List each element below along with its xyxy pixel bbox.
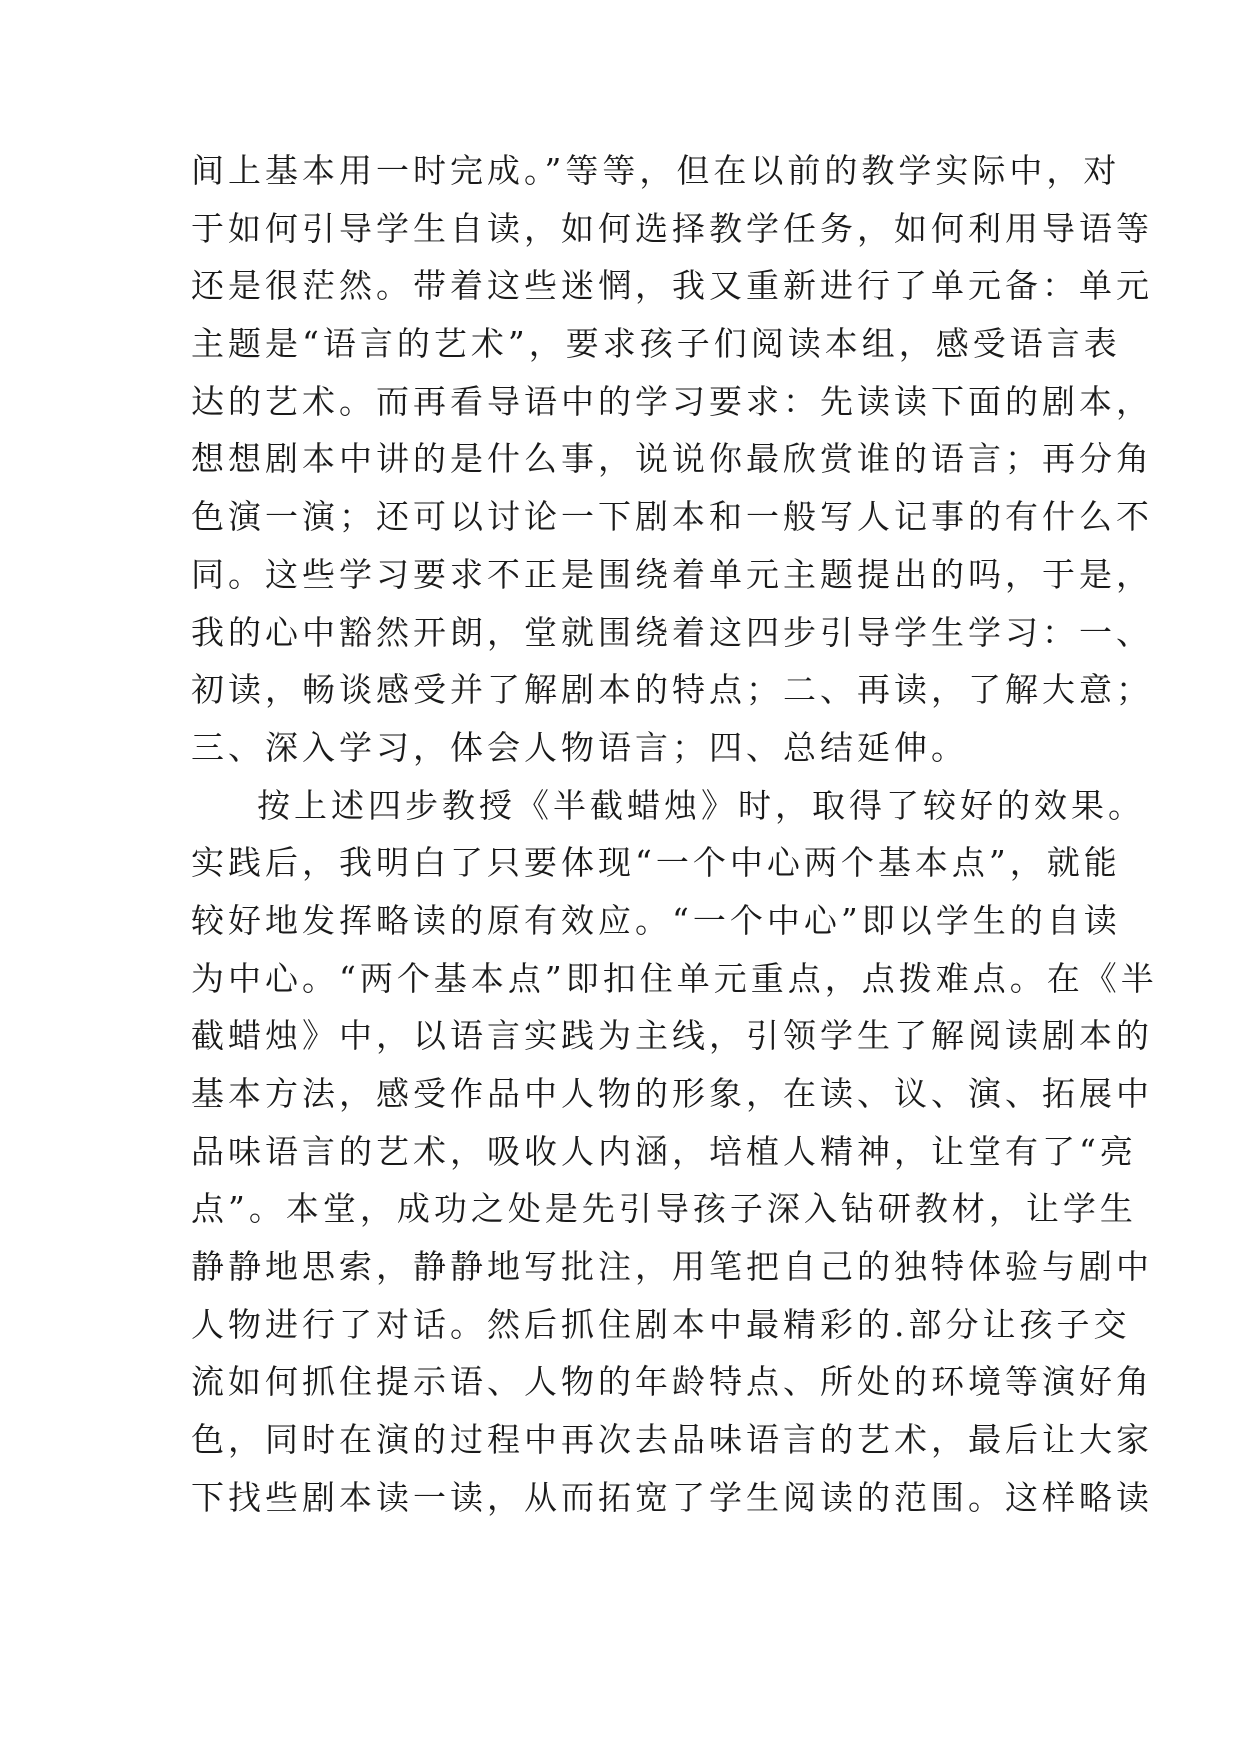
text-line: 同。这些学习要求不正是围绕着单元主题提出的吗，于是，: [191, 554, 1153, 594]
text-line: 还是很茫然。带着这些迷惘，我又重新进行了单元备：单元: [191, 266, 1153, 306]
paragraph-first-line: 按上述四步教授《半截蜡烛》时，取得了较好的效果。: [257, 785, 1145, 825]
text-line: 下找些剧本读一读，从而拓宽了学生阅读的范围。这样略读: [191, 1477, 1153, 1517]
text-line: 三、深入学习，体会人物语言；四、总结延伸。: [191, 727, 968, 767]
text-line: 静静地思索，静静地写批注，用笔把自己的独特体验与剧中: [191, 1247, 1153, 1287]
body-text: [191, 142, 1158, 1527]
text-line: 流如何抓住提示语、人物的年龄特点、所处的环境等演好角: [191, 1362, 1153, 1402]
text-line: 品味语言的艺术，吸收人内涵，培植人精神，让堂有了“亮: [191, 1131, 1137, 1171]
text-line: 达的艺术。而再看导语中的学习要求：先读读下面的剧本，: [191, 381, 1153, 421]
text-line: 初读，畅谈感受并了解剧本的特点；二、再读，了解大意；: [191, 670, 1153, 710]
text-line: 想想剧本中讲的是什么事，说说你最欣赏谁的语言；再分角: [191, 439, 1153, 479]
text-line: 点”。本堂，成功之处是先引导孩子深入钻研教材，让学生: [191, 1189, 1137, 1229]
text-line: 较好地发挥略读的原有效应。“一个中心”即以学生的自读: [191, 900, 1121, 940]
text-line: 色演一演；还可以讨论一下剧本和一般写人记事的有什么不: [191, 497, 1153, 537]
text-line: 截蜡烛》中，以语言实践为主线，引领学生了解阅读剧本的: [191, 1016, 1153, 1056]
text-line: 人物进行了对话。然后抓住剧本中最精彩的.部分让孩子交: [191, 1304, 1131, 1344]
text-line: 基本方法，感受作品中人物的形象，在读、议、演、拓展中: [191, 1074, 1153, 1113]
text-line: 于如何引导学生自读，如何选择教学任务，如何利用导语等: [191, 208, 1153, 248]
text-line: 间上基本用一时完成。”等等，但在以前的教学实际中，对: [191, 151, 1121, 190]
text-line: 我的心中豁然开朗，堂就围绕着这四步引导学生学习：一、: [191, 612, 1153, 652]
text-line: 色，同时在演的过程中再次去品味语言的艺术，最后让大家: [191, 1420, 1153, 1460]
text-line: 主题是“语言的艺术”，要求孩子们阅读本组，感受语言表: [191, 324, 1121, 364]
text-line: 实践后，我明白了只要体现“一个中心两个基本点”，就能: [191, 843, 1121, 883]
text-line: 为中心。“两个基本点”即扣住单元重点，点拨难点。在《半: [191, 958, 1158, 998]
